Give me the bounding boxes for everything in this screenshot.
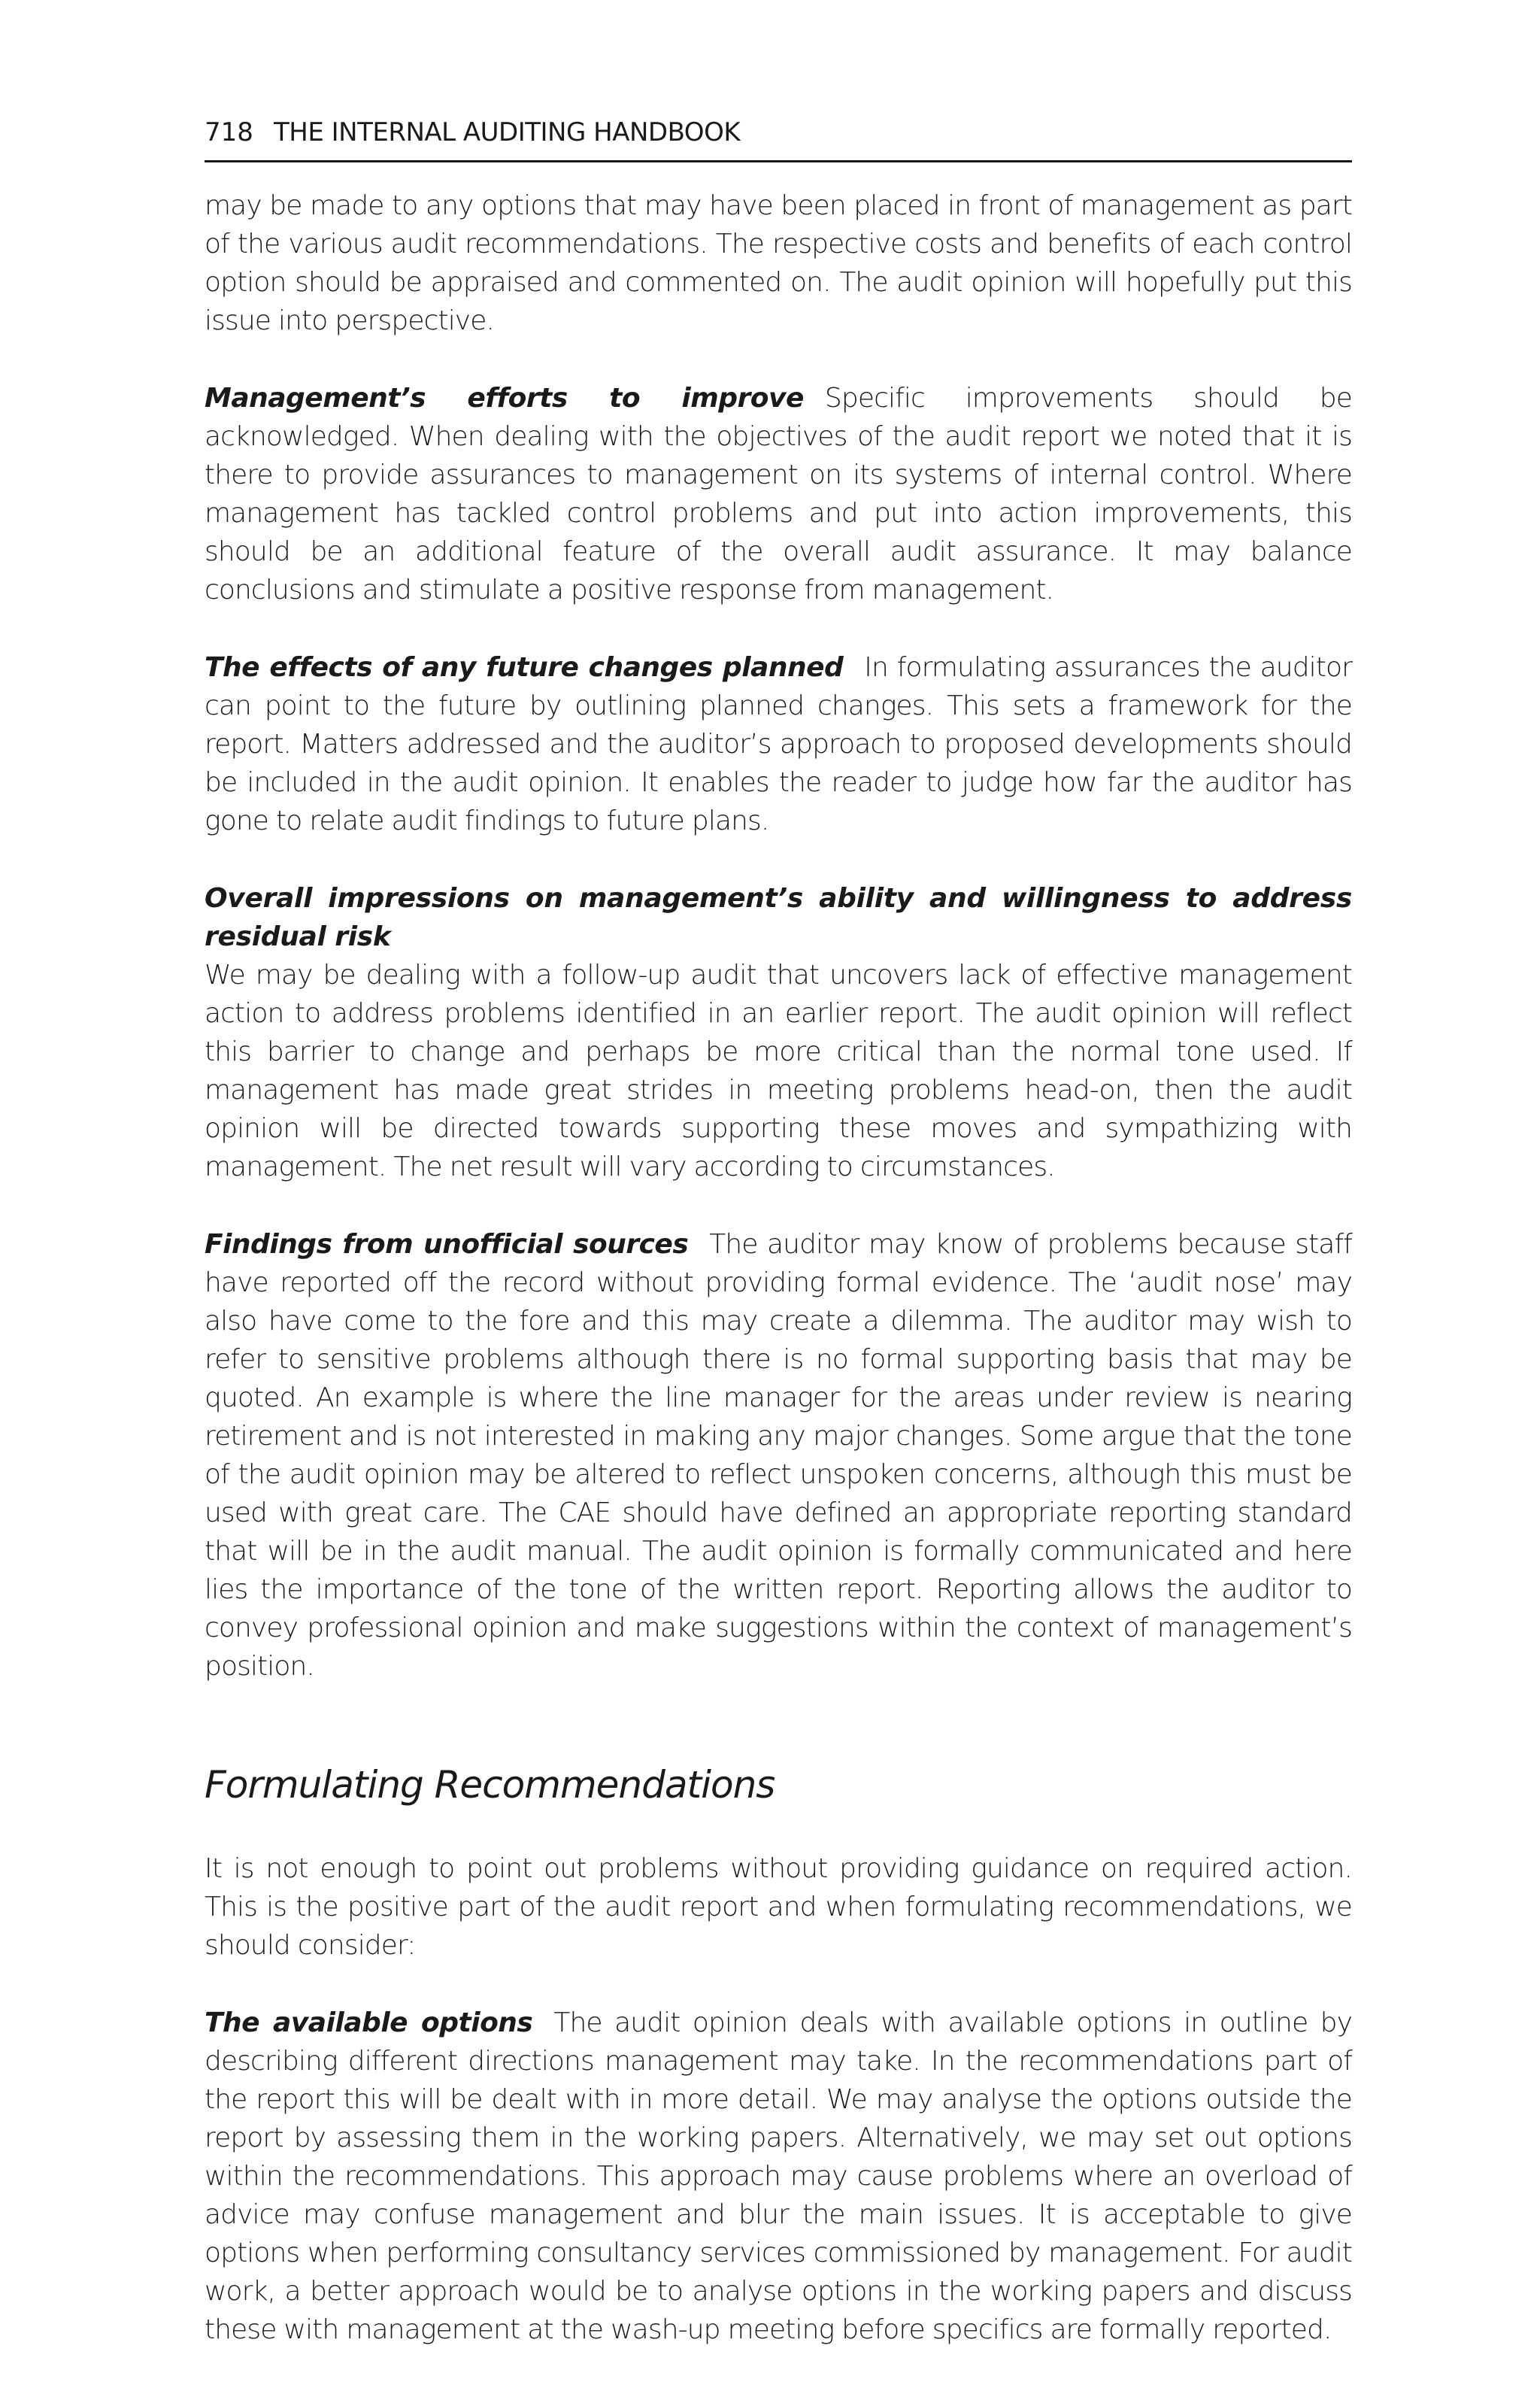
paragraph-lead-heading: Management’s efforts to improve bbox=[205, 383, 804, 414]
paragraph-text: In formulating assurances the auditor can point to the future by outlining planned changes. This sets a framework for the report. Matters addressed and the auditor’s approach to proposed developments should be included in the audit opinion. It enables the reader to judge how far the auditor has gone to relate audit findings to future plans. bbox=[205, 652, 1352, 836]
paragraph bbox=[205, 379, 1352, 609]
paragraph bbox=[205, 1849, 1352, 1965]
paragraph bbox=[205, 187, 1352, 340]
paragraph-text: may be made to any options that may have been placed in front of management as part of the various audit recommendations. The respective costs and benefits of each control option should be appraised and commented on. The audit opinion will hopefully put this issue into perspective. bbox=[205, 190, 1352, 336]
paragraph bbox=[205, 879, 1352, 1186]
running-header bbox=[205, 105, 1352, 162]
paragraph-lead-heading: Overall impressions on management’s ability and willingness to address residual risk bbox=[205, 883, 1352, 952]
section-heading: Formulating Recommendations bbox=[205, 1763, 775, 1807]
page bbox=[205, 105, 1352, 2388]
paragraph-lead-heading: Findings from unofficial sources bbox=[205, 1229, 689, 1260]
paragraph-text: We may be dealing with a follow-up audit that uncovers lack of effective management action to address problems identified in an earlier report. The audit opinion will reflect this barrier to change and perhaps be more critical than the normal tone used. If management has made great strides in meeting problems head-on, then the audit opinion will be directed towards supporting these moves and sympathizing with management. The net result will vary according to circumstances. bbox=[205, 960, 1352, 1182]
paragraph bbox=[205, 2004, 1352, 2349]
paragraph-text: The auditor may know of problems because staff have reported off the record without providing formal evidence. The ‘audit nose’ may also have come to the fore and this may create a dilemma. The auditor may wish to refer to sensitive problems although there is no formal supporting basis that may be quoted. An example is where the line manager for the areas under review is nearing retirement and is not interested in making any major changes. Some argue that the tone of the audit opinion may be altered to reflect unspoken concerns, although this must be used with great care. The CAE should have defined an appropriate reporting standard that will be in the audit manual. The audit opinion is formally communicated and here lies the importance of the tone of the written report. Reporting allows the auditor to convey professional opinion and make suggestions within the context of management’s position. bbox=[205, 1229, 1352, 1682]
paragraph bbox=[205, 648, 1352, 840]
paragraph-text: It is not enough to point out problems without providing guidance on required action. This is the positive part of the audit report and when formulating recommendations, we should consider: bbox=[205, 1853, 1352, 1961]
paragraph-text: Specific improvements should be acknowledged. When dealing with the objectives of the audit report we noted that it is there to provide assurances to management on its systems of internal control. Where management has tackled control problems and put into action improvements, this should be an additional feature of the overall audit assurance. It may balance conclusions and stimulate a positive response from management. bbox=[205, 383, 1352, 605]
body-text bbox=[205, 187, 1352, 2349]
paragraph-lead-heading: The available options bbox=[205, 2007, 533, 2038]
paragraph-text: The audit opinion deals with available options in outline by describing different directions management may take. In the recommendations part of the report this will be dealt with in more detail. We may analyse the options outside the report by assessing them in the working papers. Alternatively, we may set out options within the recommendations. This approach may cause problems where an overload of advice may confuse management and blur the main issues. It is acceptable to give options when performing consultancy services commissioned by management. For audit work, a better approach would be to analyse options in the working papers and discuss these with management at the wash-up meeting before specifics are formally reported. bbox=[205, 2007, 1353, 2345]
paragraph bbox=[205, 1225, 1352, 1686]
paragraph-lead-heading: The effects of any future changes planned bbox=[205, 652, 844, 683]
book-title: THE INTERNAL AUDITING HANDBOOK bbox=[274, 117, 741, 147]
page-number: 718 bbox=[205, 117, 253, 147]
